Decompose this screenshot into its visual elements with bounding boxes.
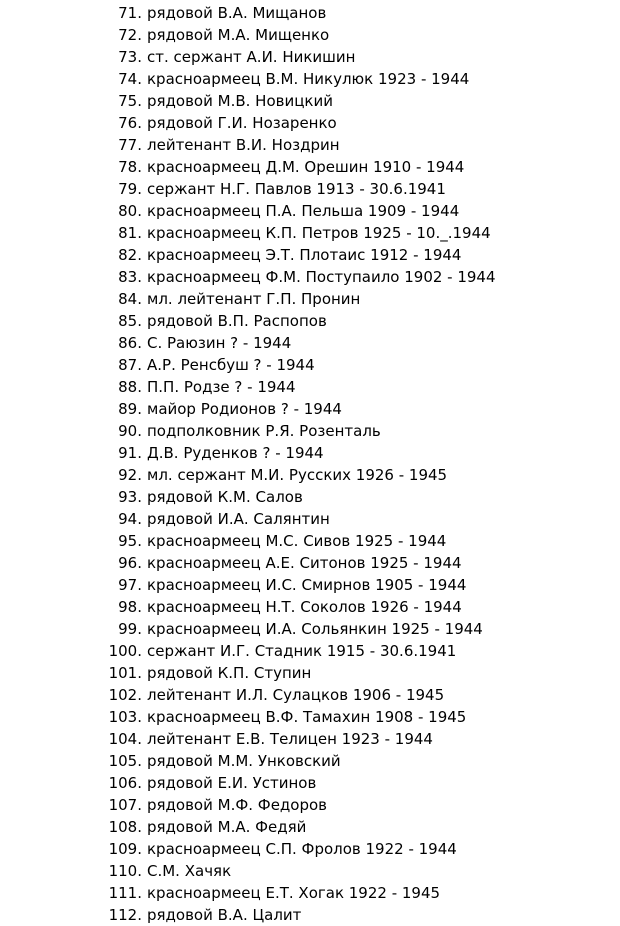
list-item <box>0 156 620 178</box>
list-item-text: А.Р. Ренсбуш ? - 1944 <box>147 356 315 374</box>
list-item-text: лейтенант Е.В. Телицен 1923 - 1944 <box>147 730 433 748</box>
list-item-text: красноармеец К.П. Петров 1925 - 10._.1944 <box>147 224 491 242</box>
list-item-number: 78. <box>118 158 142 176</box>
list-item-text: рядовой К.М. Салов <box>147 488 303 506</box>
list-item-number: 101. <box>108 664 142 682</box>
list-item-number: 96. <box>118 554 142 572</box>
list-item-number: 77. <box>118 136 142 154</box>
list-item-text: красноармеец С.П. Фролов 1922 - 1944 <box>147 840 457 858</box>
list-item <box>0 112 620 134</box>
list-item <box>0 552 620 574</box>
list-item-number: 85. <box>118 312 142 330</box>
list-item-number: 104. <box>108 730 142 748</box>
list-item-number: 81. <box>118 224 142 242</box>
list-item <box>0 200 620 222</box>
list-item <box>0 2 620 24</box>
list-item-number: 110. <box>108 862 142 880</box>
list-item-text: мл. сержант М.И. Русских 1926 - 1945 <box>147 466 448 484</box>
list-item <box>0 618 620 640</box>
list-item-number: 92. <box>118 466 142 484</box>
list-item <box>0 640 620 662</box>
list-item <box>0 266 620 288</box>
list-item-number: 71. <box>118 4 142 22</box>
list-item-number: 89. <box>118 400 142 418</box>
list-item <box>0 684 620 706</box>
list-item-text: Д.В. Руденков ? - 1944 <box>147 444 324 462</box>
list-item <box>0 596 620 618</box>
list-item <box>0 860 620 882</box>
list-item-number: 74. <box>118 70 142 88</box>
list-item <box>0 816 620 838</box>
list-item-number: 106. <box>108 774 142 792</box>
list-item <box>0 904 620 926</box>
list-item-number: 87. <box>118 356 142 374</box>
list-item <box>0 288 620 310</box>
list-item <box>0 310 620 332</box>
list-item-text: рядовой И.А. Салянтин <box>147 510 330 528</box>
list-item-text: рядовой В.П. Распопов <box>147 312 327 330</box>
list-item-number: 84. <box>118 290 142 308</box>
list-item-text: мл. лейтенант Г.П. Пронин <box>147 290 361 308</box>
list-item-text: майор Родионов ? - 1944 <box>147 400 342 418</box>
list-item-text: красноармеец Е.Т. Хогак 1922 - 1945 <box>147 884 441 902</box>
list-item-number: 98. <box>118 598 142 616</box>
list-item <box>0 68 620 90</box>
list-item <box>0 486 620 508</box>
list-item-text: С.М. Хачяк <box>147 862 232 880</box>
list-item <box>0 178 620 200</box>
list-item-number: 109. <box>108 840 142 858</box>
list-item-text: красноармеец Э.Т. Плотаис 1912 - 1944 <box>147 246 462 264</box>
list-item <box>0 244 620 266</box>
list-item-text: красноармеец Н.Т. Соколов 1926 - 1944 <box>147 598 462 616</box>
list-item <box>0 574 620 596</box>
list-item <box>0 706 620 728</box>
list-item <box>0 376 620 398</box>
list-item <box>0 398 620 420</box>
list-item-number: 102. <box>108 686 142 704</box>
list-item-number: 76. <box>118 114 142 132</box>
list-item-number: 83. <box>118 268 142 286</box>
list-item-number: 79. <box>118 180 142 198</box>
list-item <box>0 882 620 904</box>
list-item <box>0 24 620 46</box>
list-item-number: 86. <box>118 334 142 352</box>
list-item-text: П.П. Родзе ? - 1944 <box>147 378 296 396</box>
list-item-number: 112. <box>108 906 142 924</box>
list-item-text: рядовой М.М. Унковский <box>147 752 341 770</box>
list-item-text: рядовой В.А. Цалит <box>147 906 302 924</box>
list-item-text: рядовой Е.И. Устинов <box>147 774 317 792</box>
list-item-number: 93. <box>118 488 142 506</box>
list-item-text: ст. сержант А.И. Никишин <box>147 48 356 66</box>
list-item-text: рядовой Г.И. Нозаренко <box>147 114 337 132</box>
memorial-name-list <box>0 2 620 926</box>
list-item <box>0 332 620 354</box>
list-item-text: красноармеец П.А. Пельша 1909 - 1944 <box>147 202 460 220</box>
list-item-number: 75. <box>118 92 142 110</box>
list-item <box>0 442 620 464</box>
list-item-number: 82. <box>118 246 142 264</box>
list-item-number: 103. <box>108 708 142 726</box>
list-item <box>0 134 620 156</box>
list-item-text: красноармеец А.Е. Ситонов 1925 - 1944 <box>147 554 462 572</box>
list-item-text: красноармеец В.М. Никулюк 1923 - 1944 <box>147 70 470 88</box>
list-item <box>0 508 620 530</box>
list-item-text: красноармеец И.А. Сольянкин 1925 - 1944 <box>147 620 483 638</box>
list-item <box>0 662 620 684</box>
list-item-number: 100. <box>108 642 142 660</box>
list-item-number: 107. <box>108 796 142 814</box>
list-item-number: 94. <box>118 510 142 528</box>
list-item-number: 111. <box>108 884 142 902</box>
list-item-number: 91. <box>118 444 142 462</box>
list-item-text: рядовой К.П. Ступин <box>147 664 312 682</box>
list-item-number: 88. <box>118 378 142 396</box>
list-item-text: сержант Н.Г. Павлов 1913 - 30.6.1941 <box>147 180 446 198</box>
list-item-text: рядовой М.А. Федяй <box>147 818 307 836</box>
list-item-text: красноармеец В.Ф. Тамахин 1908 - 1945 <box>147 708 467 726</box>
list-item-text: рядовой М.В. Новицкий <box>147 92 333 110</box>
list-item-number: 72. <box>118 26 142 44</box>
list-item-number: 95. <box>118 532 142 550</box>
list-item <box>0 530 620 552</box>
list-item-number: 105. <box>108 752 142 770</box>
list-item-text: сержант И.Г. Стадник 1915 - 30.6.1941 <box>147 642 457 660</box>
list-item-text: красноармеец Ф.М. Поступаило 1902 - 1944 <box>147 268 496 286</box>
list-item <box>0 750 620 772</box>
list-item-text: рядовой В.А. Мищанов <box>147 4 327 22</box>
list-item <box>0 222 620 244</box>
list-item <box>0 420 620 442</box>
list-item-text: рядовой М.А. Мищенко <box>147 26 330 44</box>
list-item <box>0 354 620 376</box>
list-item-text: лейтенант В.И. Ноздрин <box>147 136 340 154</box>
list-item-number: 99. <box>118 620 142 638</box>
list-item-number: 90. <box>118 422 142 440</box>
list-item-text: лейтенант И.Л. Сулацков 1906 - 1945 <box>147 686 445 704</box>
list-item <box>0 728 620 750</box>
list-item <box>0 464 620 486</box>
list-item-text: красноармеец Д.М. Орешин 1910 - 1944 <box>147 158 465 176</box>
list-item <box>0 772 620 794</box>
list-item <box>0 838 620 860</box>
list-item-number: 73. <box>118 48 142 66</box>
list-item-text: красноармеец М.С. Сивов 1925 - 1944 <box>147 532 447 550</box>
list-item <box>0 46 620 68</box>
list-item <box>0 794 620 816</box>
list-item-number: 80. <box>118 202 142 220</box>
list-item-number: 108. <box>108 818 142 836</box>
list-item <box>0 90 620 112</box>
list-item-text: С. Раюзин ? - 1944 <box>147 334 292 352</box>
list-item-text: красноармеец И.С. Смирнов 1905 - 1944 <box>147 576 467 594</box>
list-item-number: 97. <box>118 576 142 594</box>
list-item-text: рядовой М.Ф. Федоров <box>147 796 328 814</box>
list-item-text: подполковник Р.Я. Розенталь <box>147 422 381 440</box>
